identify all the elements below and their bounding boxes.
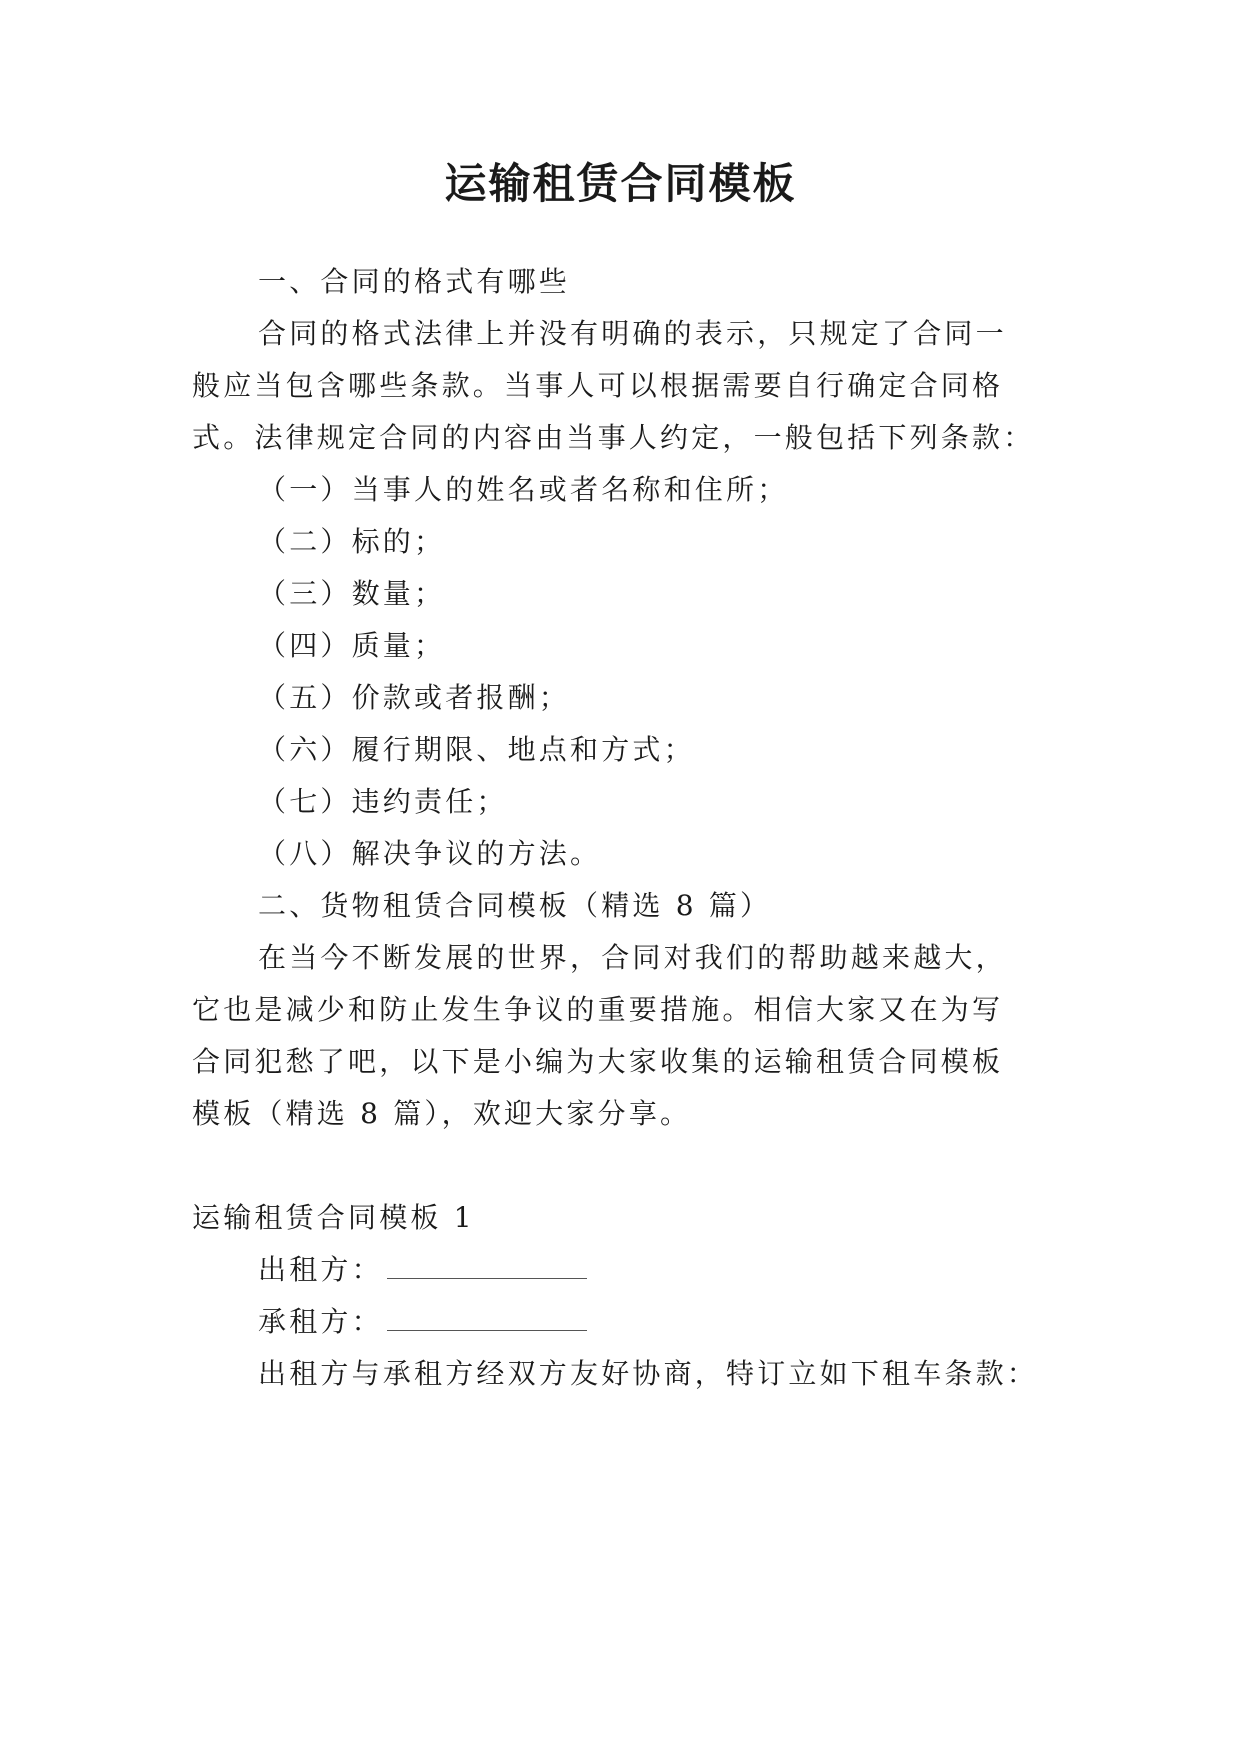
lessee-row	[258, 1302, 587, 1342]
document-title: 运输租赁合同模板	[444, 159, 797, 208]
list-item: （七）违约责任；	[258, 785, 508, 818]
closing-line: 出租方与承租方经双方友好协商，特订立如下租车条款：	[258, 1357, 1039, 1390]
list-item: （三）数量；	[258, 577, 446, 610]
lessee-blank	[387, 1304, 587, 1331]
para2-line-4: 模板（精选 8 篇），欢迎大家分享。	[192, 1097, 692, 1130]
list-item: （二）标的；	[258, 525, 446, 558]
list-item: （五）价款或者报酬；	[258, 681, 571, 714]
list-item: （一）当事人的姓名或者名称和住所；	[258, 473, 789, 506]
lessee-label: 承租方：	[258, 1305, 383, 1338]
para1-line-2: 般应当包含哪些条款。当事人可以根据需要自行确定合同格	[192, 369, 1004, 402]
lessor-blank	[387, 1252, 587, 1279]
para2-line-1: 在当今不断发展的世界，合同对我们的帮助越来越大，	[258, 941, 1007, 974]
lessor-row	[258, 1250, 587, 1290]
section2-heading: 二、货物租赁合同模板（精选 8 篇）	[258, 889, 772, 922]
para1-line-1: 合同的格式法律上并没有明确的表示，只规定了合同一	[258, 317, 1007, 350]
list-item: （八）解决争议的方法。	[258, 837, 602, 870]
section1-heading: 一、合同的格式有哪些	[258, 265, 571, 298]
list-item: （四）质量；	[258, 629, 446, 662]
para1-line-3: 式。法律规定合同的内容由当事人约定，一般包括下列条款：	[192, 421, 1035, 454]
lessor-label: 出租方：	[258, 1253, 383, 1286]
para2-line-3: 合同犯愁了吧，以下是小编为大家收集的运输租赁合同模板	[192, 1045, 1004, 1078]
para2-line-2: 它也是减少和防止发生争议的重要措施。相信大家又在为写	[192, 993, 1004, 1026]
list-item: （六）履行期限、地点和方式；	[258, 733, 695, 766]
template1-title: 运输租赁合同模板 1	[192, 1201, 475, 1234]
